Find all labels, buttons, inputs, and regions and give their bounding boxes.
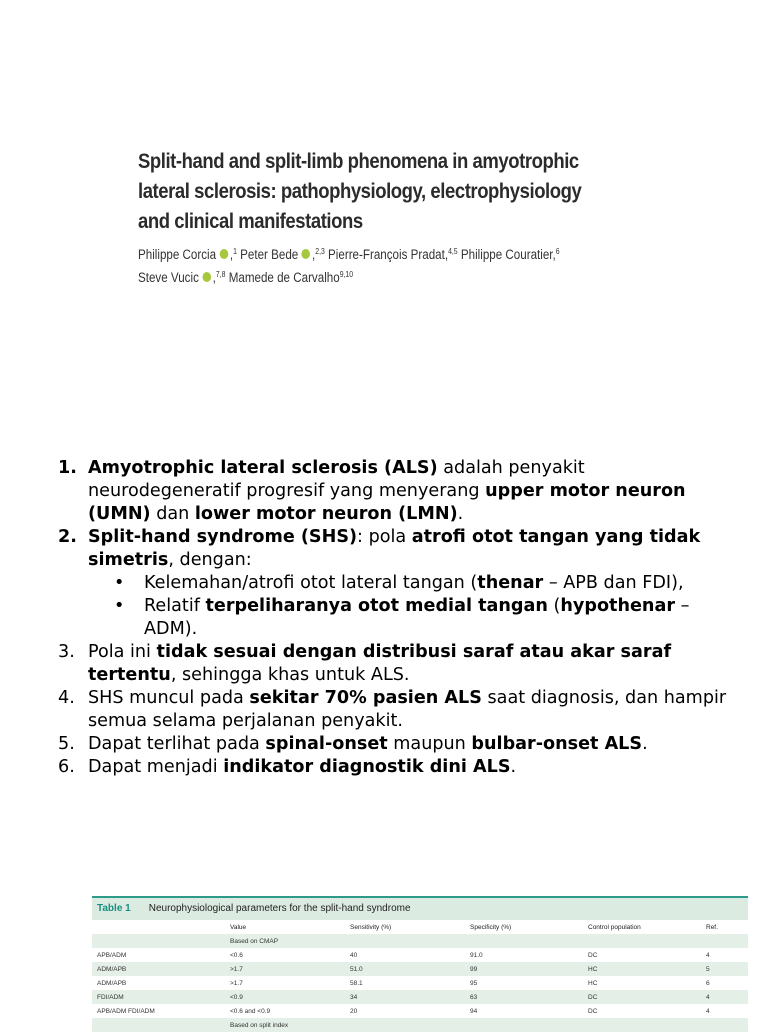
table-cell: HC [583,976,701,990]
text: Dapat menjadi [88,757,224,777]
table-cell: DC [583,948,701,962]
list-item [58,733,738,756]
table-cell: 4 [701,948,748,962]
text: , sehingga khas untuk ALS. [170,665,410,685]
table-row [92,976,748,990]
text: Pola ini [88,642,157,662]
table-cell [701,934,748,948]
item-number: 2. [58,527,77,547]
paper-title [138,146,688,236]
orcid-icon [302,249,311,259]
list-item [58,526,738,641]
table-cell: HC [583,962,701,976]
author-name: Pierre-François Pradat, [328,247,449,262]
table-cell [92,1018,225,1032]
table-cell: 20 [345,1004,465,1018]
paper-title-line: Split-hand and split-limb phenomena in amyotrophic [138,149,579,173]
text: – APB dan FDI), [543,573,684,593]
table-row [92,1004,748,1018]
text: saat diagnosis, dan hampir semua selama perjalanan penyakit. [88,688,727,731]
authors-line-1: Philippe Corcia ,$^1$ Peter Bede ,$^{2,3}$ Pierre-François Pradat,$^{4,5}$ Philippe Couratier,$^6$ [138,247,560,262]
item-number: 3. [58,642,75,662]
table-cell: APB/ADM [92,948,225,962]
table-cell: 51.0 [345,962,465,976]
table-cell: 4 [701,1004,748,1018]
table-cell [345,934,465,948]
bold-text: tidak sesuai dengan distribusi saraf atau akar saraf tertentu [88,642,672,685]
parameters-table [92,920,748,1032]
bold-text: Amyotrophic lateral sclerosis (ALS) [88,458,438,478]
table-cell: APB/ADM FDI/ADM [92,1004,225,1018]
text: – ADM). [144,596,690,639]
author-name: Steve Vucic [138,270,199,285]
affiliation-sup: 9,10 [339,270,354,279]
list-item [58,687,738,733]
table-number: Table 1 [97,903,131,914]
table-cell: >1.7 [225,962,345,976]
table-cell: DC [583,1004,701,1018]
item-number: 4. [58,688,75,708]
table-title: Neurophysiological parameters for the split-hand syndrome [148,903,411,914]
bold-text: indikator diagnostik dini ALS [223,757,511,777]
table-cell [345,1018,465,1032]
item-number: 6. [58,757,75,777]
bullet-item [114,572,738,595]
text: Kelemahan/atrofi otot lateral tangan ( [144,573,478,593]
table-cell: ADM/APB [92,976,225,990]
table-cell [701,1018,748,1032]
bold-text: upper motor neuron (UMN) [88,481,686,524]
table-cell: <0.6 [225,948,345,962]
table-row [92,990,748,1004]
affiliation-sup: 2,3 [315,247,325,256]
bullet-dot: • [114,573,125,593]
table-cell: 94 [465,1004,583,1018]
text: dan [150,504,195,524]
text: . [510,757,517,777]
table-cell: 34 [345,990,465,1004]
column-header: Value [225,920,345,934]
bullet-dot: • [114,596,125,616]
bold-text: hypothenar [560,596,675,616]
table-cell [583,1018,701,1032]
author-name: Philippe Couratier, [460,247,556,262]
list-item [58,756,738,779]
table-row [92,1018,748,1032]
table-cell: 95 [465,976,583,990]
table-row [92,934,748,948]
orcid-icon [220,249,229,259]
author-name: Mamede de Carvalho [228,270,340,285]
column-header: Control population [583,920,701,934]
table-row [92,962,748,976]
table-excerpt [92,896,748,1029]
bold-text: Split-hand syndrome (SHS) [88,527,358,547]
bold-text: bulbar-onset ALS [471,734,643,754]
table-cell [465,1018,583,1032]
text: adalah penyakit neurodegeneratif progresif yang menyerang [88,458,585,501]
paper-header [138,146,698,288]
column-header: Ref. [701,920,748,934]
summary-list [58,457,738,779]
bold-text: sekitar 70% pasien ALS [249,688,482,708]
text: SHS muncul pada [88,688,250,708]
column-header [92,920,225,934]
table-cell: 6 [701,976,748,990]
text: . [642,734,648,754]
table-cell: 91.0 [465,948,583,962]
authors [138,242,688,288]
table-cell: ADM/APB [92,962,225,976]
item-number: 5. [58,734,75,754]
table-cell: 40 [345,948,465,962]
affiliation-sup: 4,5 [448,247,458,256]
table-cell [583,934,701,948]
bold-text: lower motor neuron (LMN) [194,504,458,524]
text: . [457,504,464,524]
list-item [58,457,738,526]
affiliation-sup: 6 [555,247,560,256]
text: ( [547,596,561,616]
table-cell: 63 [465,990,583,1004]
table-cell: Based on split index [225,1018,345,1032]
bold-text: atrofi otot tangan yang tidak simetris [88,527,701,570]
table-cell: 4 [701,990,748,1004]
item-number: 1. [58,458,77,478]
table-caption [92,896,748,920]
bold-text: thenar [477,573,544,593]
table-cell: <0.9 [225,990,345,1004]
author-name: Peter Bede [240,247,299,262]
text: : pola [357,527,412,547]
table-cell: 58.1 [345,976,465,990]
author-name: Philippe Corcia [138,247,217,262]
table-cell [465,934,583,948]
bold-text: spinal-onset [265,734,388,754]
authors-line-2: Steve Vucic ,$^{7,8}$ Mamede de Carvalho$^{9,10}$ [138,270,354,285]
column-header: Specificity (%) [465,920,583,934]
paper-title-line: and clinical manifestations [138,209,363,233]
affiliation-sup: 1 [233,247,237,256]
table-row [92,948,748,962]
table-cell [92,934,225,948]
orcid-icon [202,272,211,282]
table-cell: FDI/ADM [92,990,225,1004]
table-cell: <0.6 and <0.9 [225,1004,345,1018]
affiliation-sup: 7,8 [215,270,226,279]
table-cell: 99 [465,962,583,976]
table-cell: DC [583,990,701,1004]
bullet-list [88,572,738,641]
text: , dengan: [168,550,252,570]
text: Dapat terlihat pada [88,734,266,754]
list-item [58,641,738,687]
table-header-row [92,920,748,934]
table-cell: Based on CMAP [225,934,345,948]
column-header: Sensitivity (%) [345,920,465,934]
text: maupun [387,734,472,754]
bullet-item [114,595,738,641]
table-cell: >1.7 [225,976,345,990]
bold-text: terpeliharanya otot medial tangan [205,596,548,616]
table-cell: 5 [701,962,748,976]
text: Relatif [144,596,206,616]
paper-title-line: lateral sclerosis: pathophysiology, electrophysiology [138,179,582,203]
